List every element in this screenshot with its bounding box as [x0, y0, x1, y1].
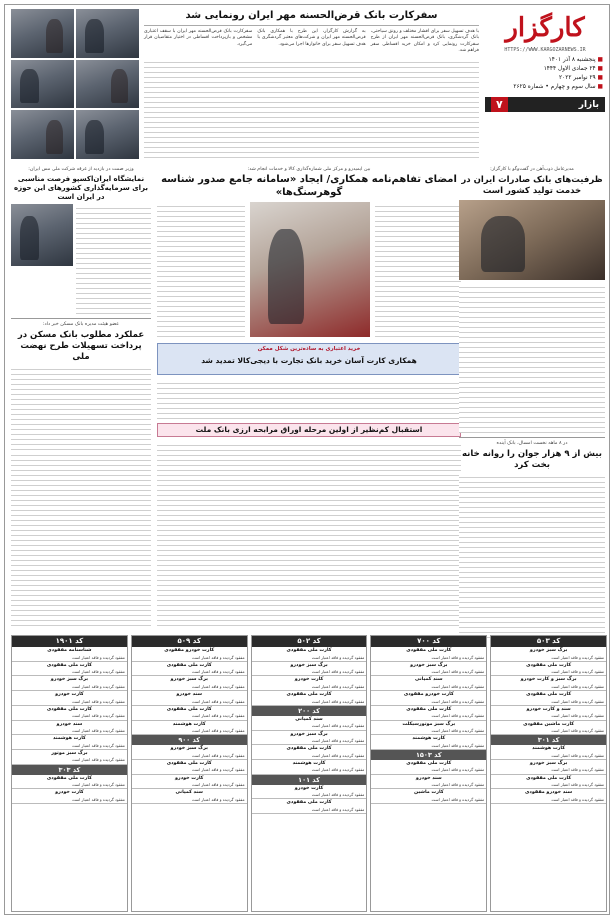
classified-ad: کارت ماشین مفقودی مفقود گردیده و فاقد اعتبار است [491, 721, 606, 736]
classified-ad: برگ سبز خودرو مفقود گردیده و فاقد اعتبار است [12, 676, 127, 691]
classified-ad: کارت خودرو مفقودی مفقود گردیده و فاقد اعتبار است [132, 647, 247, 662]
classified-column [251, 635, 368, 912]
top-story-col: سفرکارت بانک قرض‌الحسنه مهر ایران با سقف اعتباری مشخص و بازپرداخت اقساطی در اختیار متقاضیان قرار می‌گیرد. [144, 29, 253, 47]
story-text [375, 202, 461, 337]
classified-ad: کارت خودرو مفقود گردیده و فاقد اعتبار است [12, 789, 127, 804]
classified-ad: کارت هوشمند مفقود گردیده و فاقد اعتبار است [371, 735, 486, 750]
story-headline: عملکرد مطلوب بانک مسکن در پرداخت تسهیلات طرح نهضت ملی [17, 330, 145, 362]
left-column [11, 167, 151, 447]
section-bar [485, 97, 605, 112]
story-kicker: وزیر صمت در بازدید از غرفه شرکت ملی مس ایران: [28, 167, 134, 172]
classified-ad: کارت ماشین مفقود گردیده و فاقد اعتبار است [371, 789, 486, 804]
date-line-1: ■ پنجشنبه ۸ آذر ۱۴۰۱ [548, 57, 603, 63]
classified-ad: برگ سبز خودرو مفقود گردیده و فاقد اعتبار است [491, 760, 606, 775]
classified-ad: کارت خودرو مفقود گردیده و فاقد اعتبار است [132, 775, 247, 790]
classified-ad: سند خودرو مفقود گردیده و فاقد اعتبار است [12, 721, 127, 736]
classified-ad: کارت خودرو مفقود گردیده و فاقد اعتبار است [12, 691, 127, 706]
news-photo [76, 9, 139, 58]
top-story [144, 9, 479, 159]
classified-column [131, 635, 248, 912]
news-photo [76, 110, 139, 159]
classified-ad: برگ سبز خودرو مفقود گردیده و فاقد اعتبار است [252, 662, 367, 677]
classified-ad: کارت ملی مفقودی مفقود گردیده و فاقد اعتبار است [12, 775, 127, 790]
classified-ad: برگ سبز خودرو مفقود گردیده و فاقد اعتبار است [491, 647, 606, 662]
classifieds-section [11, 635, 607, 912]
top-story-title: سفرکارت بانک قرض‌الحسنه مهر ایران رونمایی شد [144, 9, 479, 26]
masthead [485, 9, 605, 159]
classified-ad: سند کمپانی مفقود گردیده و فاقد اعتبار است [132, 789, 247, 804]
classified-ad: کارت ملی مفقودی مفقود گردیده و فاقد اعتبار است [252, 799, 367, 814]
story-headline: نمایشگاه ایران‌اکسپو فرصت مناسبی برای سرمایه‌گذاری کشورهای این حوزه در ایران است [13, 175, 148, 201]
story-text [157, 202, 245, 337]
classified-ad: کارت ملی مفقودی مفقود گردیده و فاقد اعتبار است [491, 775, 606, 790]
classified-ad: سند خودرو مفقود گردیده و فاقد اعتبار است [371, 775, 486, 790]
site-url: HTTPS://WWW.KARGOZARNEWS.IR [504, 47, 586, 53]
classified-code: کد ۵۰۳ [491, 636, 606, 647]
newspaper-logo: کارگزار [505, 13, 585, 43]
classified-ad: برگ سبز و کارت خودرو مفقود گردیده و فاقد اعتبار است [491, 676, 606, 691]
date-line-4: ■ سال سوم و چهارم • شماره ۲۶۲۵ [513, 84, 603, 90]
classified-ad: کارت ملی مفقودی مفقود گردیده و فاقد اعتبار است [371, 760, 486, 775]
news-photo [11, 110, 74, 159]
classified-ad: برگ سبز خودرو مفقود گردیده و فاقد اعتبار است [132, 745, 247, 760]
classified-ad: کارت ملی مفقودی مفقود گردیده و فاقد اعتبار است [491, 662, 606, 677]
classified-code: کد ۵۰۹ [132, 636, 247, 647]
classified-ad: برگ سبز خودرو مفقود گردیده و فاقد اعتبار است [132, 676, 247, 691]
story-text [76, 204, 151, 314]
banner-kicker: خرید اعتباری به ساده‌ترین شکل ممکن [257, 346, 361, 352]
story-text [157, 441, 461, 629]
section-name: بازار [578, 99, 599, 110]
top-story-col: به گزارش کارگزار، این طرح با همکاری بانک قرض‌الحسنه مهر ایران و شرکت‌های معتبر گردشگری با هدف تسهیل سفر برای خانوارها اجرا می‌شود. [257, 29, 366, 47]
classified-ad: برگ سبز موتور مفقود گردیده و فاقد اعتبار است [12, 750, 127, 765]
top-photo-grid [11, 9, 139, 159]
classified-code: کد ۷۰۰ [371, 636, 486, 647]
story-kicker: عضو هیئت مدیره بانک مسکن خبر داد: [42, 322, 120, 327]
news-photo [11, 60, 74, 109]
classified-ad: کارت هوشمند مفقود گردیده و فاقد اعتبار است [252, 760, 367, 775]
classified-ad: کارت ملی مفقودی مفقود گردیده و فاقد اعتبار است [252, 745, 367, 760]
classified-code: کد ۱۰۱ [252, 775, 367, 785]
classified-ad: کارت خودرو مفقودی مفقود گردیده و فاقد اعتبار است [371, 691, 486, 706]
story-kicker: بین ایمیدرو و مرکز ملی شماره‌گذاری کالا و خدمات انجام شد: [247, 167, 371, 172]
story-text [157, 379, 461, 419]
classified-ad: کارت ملی مفقودی مفقود گردیده و فاقد اعتبار است [12, 662, 127, 677]
classified-ad: کارت ملی مفقودی مفقود گردیده و فاقد اعتبار است [12, 706, 127, 721]
date-line-3: ■ ۲۹ نوامبر ۲۰۲۲ [559, 75, 603, 81]
classified-ad: سند و کارت خودرو مفقود گردیده و فاقد اعتبار است [491, 706, 606, 721]
classified-ad: برگ سبز خودرو مفقود گردیده و فاقد اعتبار است [371, 662, 486, 677]
center-feature [157, 167, 461, 337]
classified-ad: سند خودرو مفقودی مفقود گردیده و فاقد اعتبار است [491, 789, 606, 804]
classified-ad: برگ سبز موتورسیکلت مفقود گردیده و فاقد اعتبار است [371, 721, 486, 736]
news-photo [459, 200, 605, 280]
page-number: ۷ [491, 97, 508, 112]
news-photo [250, 202, 370, 337]
story-text [11, 451, 151, 629]
classified-ad: کارت ملی مفقودی مفقود گردیده و فاقد اعتبار است [371, 706, 486, 721]
classified-code: کد ۲۰۰ [252, 706, 367, 716]
story-headline: ظرفیت‌های بانک صادرات ایران در خدمت تولید کشور است [461, 175, 603, 196]
classified-ad: کارت خودرو مفقود گردیده و فاقد اعتبار است [252, 676, 367, 691]
classified-ad: کارت هوشمند مفقود گردیده و فاقد اعتبار است [132, 721, 247, 736]
banner-tejarat [157, 343, 461, 375]
classified-code: کد ۹۰۰ [132, 735, 247, 745]
newspaper-page [4, 4, 610, 915]
top-story-col: با هدف تسهیل سفر برای اقشار مختلف و رونق سیاحتی، بانک گردشگری، بانک قرض‌الحسنه مهر ایران از طرح سفرکارت رونمایی کرد و امکان خرید اقساطی سفر فراهم شد. [370, 29, 479, 53]
classified-ad: کارت ملی مفقودی مفقود گردیده و فاقد اعتبار است [252, 647, 367, 662]
classified-code: کد ۱۹۰۱ [12, 636, 127, 647]
classified-ad: کارت ملی مفقودی مفقود گردیده و فاقد اعتبار است [132, 662, 247, 677]
classified-ad: کارت ملی مفقودی مفقود گردیده و فاقد اعتبار است [132, 760, 247, 775]
classified-ad: کارت ملی مفقودی مفقود گردیده و فاقد اعتبار است [132, 706, 247, 721]
story-text [459, 473, 605, 638]
classified-ad: کارت هوشمند مفقود گردیده و فاقد اعتبار است [12, 735, 127, 750]
classified-ad: سند کمپانی مفقود گردیده و فاقد اعتبار است [252, 716, 367, 731]
story-headline: بیش از ۹ هزار جوان را روانه خانه بخت کرد [462, 449, 602, 470]
banner-mellat: استقبال کم‌نظیر از اولین مرحله اوراق مرابحه ارزی بانک ملت [157, 423, 461, 437]
classified-code: کد ۳۰۳ [12, 765, 127, 775]
date-line-2: ■ ۲۴ جمادی الاول ۱۴۴۴ [543, 66, 603, 72]
classified-ad: کارت ملی مفقودی مفقود گردیده و فاقد اعتبار است [491, 691, 606, 706]
story-kicker: در ۸ ماهه نخست امسال، بانک آینده [496, 441, 568, 446]
classified-ad: سند کمپانی مفقود گردیده و فاقد اعتبار است [371, 676, 486, 691]
classified-column [370, 635, 487, 912]
top-story-filler [144, 58, 479, 158]
news-photo [11, 204, 73, 266]
classified-code: کد ۵۰۲ [252, 636, 367, 647]
classified-ad: کارت خودرو مفقود گردیده و فاقد اعتبار است [252, 785, 367, 800]
story-headline: امضای تفاهم‌نامه همکاری/ ایجاد «سامانه جامع صدور شناسه گوهرسنگ‌ها» [161, 174, 457, 198]
classified-code: کد ۱۵۰۳ [371, 750, 486, 760]
classified-ad: برگ سبز خودرو مفقود گردیده و فاقد اعتبار است [252, 731, 367, 746]
classified-ad: کارت ملی مفقودی مفقود گردیده و فاقد اعتبار است [371, 647, 486, 662]
classified-ad: کارت ملی مفقودی مفقود گردیده و فاقد اعتبار است [252, 691, 367, 706]
classified-column [11, 635, 128, 912]
classified-column [490, 635, 607, 912]
news-photo [76, 60, 139, 109]
story-text [459, 283, 605, 433]
banner-title: همکاری کارت آسان خرید بانک تجارت با دیجی‌کالا تمدید شد [201, 356, 417, 365]
classified-code: کد ۳۰۱ [491, 735, 606, 745]
story-kicker: مدیرعامل ذوب‌آهن در گفت‌وگو با کارگزار: [490, 167, 574, 172]
classified-ad: کارت هوشمند مفقود گردیده و فاقد اعتبار است [491, 745, 606, 760]
classified-ad: شناسنامه مفقودی مفقود گردیده و فاقد اعتبار است [12, 647, 127, 662]
classified-ad: سند خودرو مفقود گردیده و فاقد اعتبار است [132, 691, 247, 706]
news-photo [11, 9, 74, 58]
right-column [459, 167, 605, 617]
